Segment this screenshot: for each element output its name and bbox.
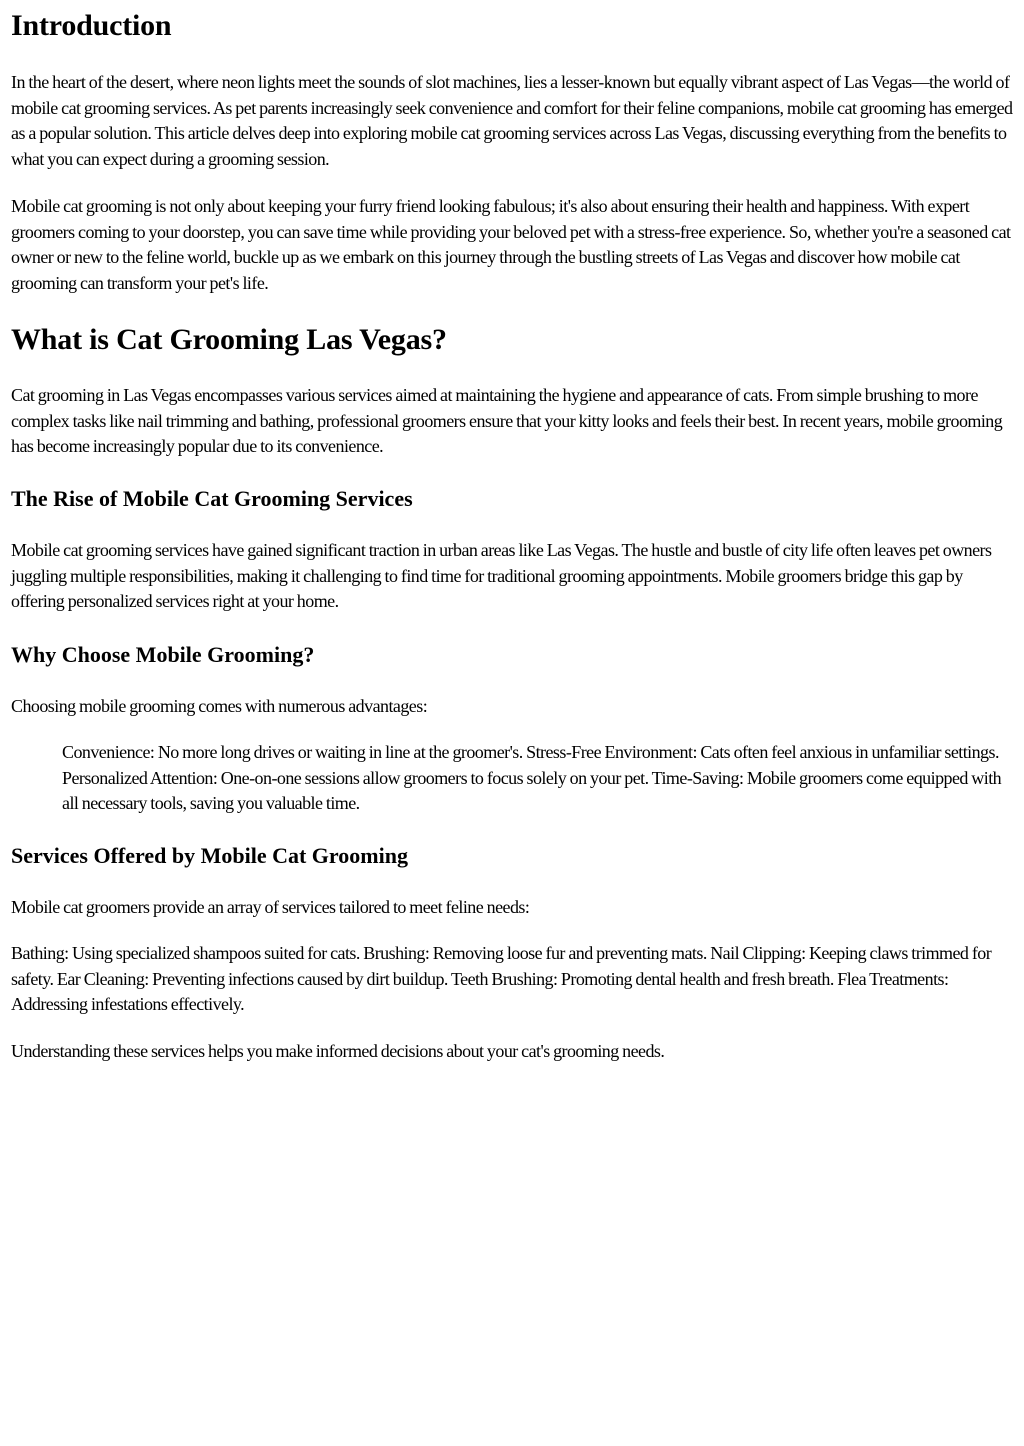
heading-introduction: Introduction — [11, 9, 172, 42]
heading-rise-of-mobile: The Rise of Mobile Cat Grooming Services — [11, 486, 413, 511]
heading-why-choose: Why Choose Mobile Grooming? — [11, 642, 315, 667]
paragraph-what-is-1: Cat grooming in Las Vegas encompasses various services aimed at maintaining the hygiene and appearance of cats. From simple brushing to more complex tasks like nail trimming and bathing, professional groomers ensure that your kitty looks and feels their best. In recent years, mobile grooming has become increasingly popular due to its convenience. — [11, 385, 1003, 457]
paragraph-services-1: Mobile cat groomers provide an array of services tailored to meet feline needs: — [11, 897, 530, 917]
paragraph-intro-1: In the heart of the desert, where neon lights meet the sounds of slot machines, lies a lesser-known but equally vibrant aspect of Las Vegas—the world of mobile cat grooming services. As pet parents increasingly seek convenience and comfort for their feline companions, mobile cat grooming has emerged as a popular solution. This article delves deep into exploring mobile cat grooming services across Las Vegas, discussing everything from the benefits to what you can expect during a grooming session. — [11, 72, 1013, 169]
paragraph-services-3: Understanding these services helps you make informed decisions about your cat's grooming needs. — [11, 1041, 665, 1061]
paragraph-why-choose-1: Choosing mobile grooming comes with numerous advantages: — [11, 696, 428, 716]
heading-what-is-cat-grooming: What is Cat Grooming Las Vegas? — [11, 323, 447, 356]
heading-services-offered: Services Offered by Mobile Cat Grooming — [11, 843, 408, 868]
paragraph-services-2: Bathing: Using specialized shampoos suited for cats. Brushing: Removing loose fur and preventing mats. Nail Clipping: Keeping claws trimmed for safety. Ear Cleaning: Preventing infections caused by dirt buildup. Teeth Brushing: Promoting dental health and fresh breath. Flea Treatments: Addressing infestations effectively. — [11, 943, 992, 1015]
blockquote-advantages: Convenience: No more long drives or waiting in line at the groomer's. Stress-Free Environment: Cats often feel anxious in unfamiliar settings. Personalized Attention: One-on-one sessions allow groomers to focus solely on your pet. Time-Saving: Mobile groomers come equipped with all necessary tools, saving you valuable time. — [62, 742, 1002, 814]
paragraph-rise-1: Mobile cat grooming services have gained significant traction in urban areas like Las Vegas. The hustle and bustle of city life often leaves pet owners juggling multiple responsibilities, making it challenging to find time for traditional grooming appointments. Mobile groomers bridge this gap by offering personalized services right at your home. — [11, 540, 992, 612]
paragraph-intro-2: Mobile cat grooming is not only about keeping your furry friend looking fabulous; it's also about ensuring their health and happiness. With expert groomers coming to your doorstep, you can save time while providing your beloved pet with a stress-free experience. So, whether you're a seasoned cat owner or new to the feline world, buckle up as we embark on this journey through the bustling streets of Las Vegas and discover how mobile cat grooming can transform your pet's life. — [11, 196, 1011, 293]
